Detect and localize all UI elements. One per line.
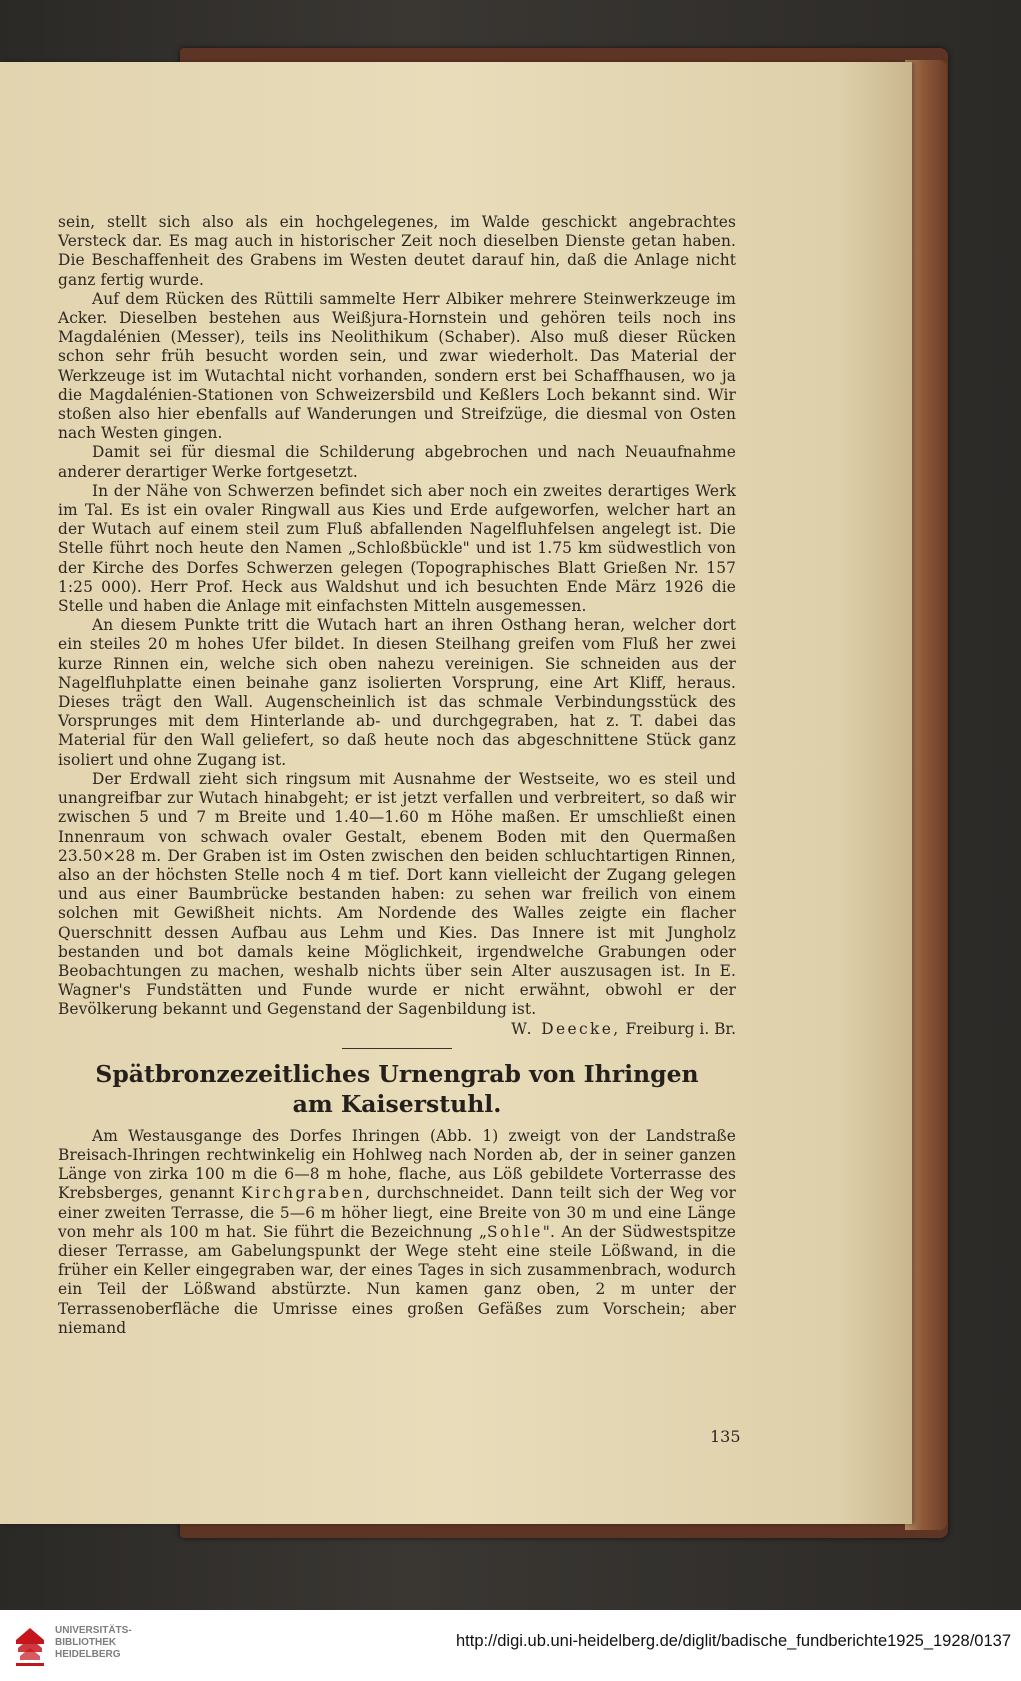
library-name: [55, 1625, 132, 1661]
article-title: [58, 1059, 736, 1119]
university-library-logo-icon: [12, 1620, 48, 1670]
page-number: 135: [710, 1427, 741, 1446]
library-name-line2: BIBLIOTHEK: [55, 1637, 117, 1648]
book-page: [0, 62, 912, 1524]
article-title-line2: am Kaiserstuhl.: [292, 1089, 502, 1118]
library-name-line1: UNIVERSITÄTS-: [55, 1625, 132, 1636]
paragraph: An diesem Punkte tritt die Wutach hart an ihren Osthang heran, welcher dort ein steiles 20 m hohes Ufer bildet. In diesen Steilhang greifen vom Fluß her zwei kurze Rinnen ein, welche sich oben nahezu vereinigen. Sie schneiden aus der Nagelfluhplatte einen beinahe ganz isolierten Vorsprung, eine Art Kliff, heraus. Dieses trägt den Wall. Augenscheinlich ist das schmale Verbindungsstück des Vorsprunges mit dem Hinterlande ab- und durchgegraben, hat z. T. dabei das Material für den Wall geliefert, so daß heute noch das abgeschnittene Stück ganz isoliert und ohne Zugang ist.: [58, 616, 736, 769]
text-run: ". An der Südwestspitze dieser Terrasse, am Gabelungspunkt der Wege steht eine steile Lößwand, in die früher ein Keller eingegraben war, der eines Tages in sich zusammenbrach, wodurch ein Teil der Lößwand abstürzte. Nun kamen ganz oben, 2 m unter der Terrassenoberfläche die Umrisse eines großen Gefäßes zum Vorschein; aber niemand: [58, 1222, 736, 1337]
text-run: Am Westausgange des Dorfes Ihringen (Abb. 1) zweigt von der Landstraße Breisach-Ihringen rechtwinkelig ein Hohlweg nach Norden ab, der in seiner ganzen Länge von zirka 100 m die 6—8 m hohe, flache, aus Löß gebildete Vorterrasse des Krebsberges, genannt: [58, 1126, 736, 1203]
paragraph: Auf dem Rücken des Rüttili sammelte Herr Albiker mehrere Steinwerkzeuge im Acker. Dieselben bestehen aus Weißjura-Hornstein und gehören teils noch ins Magdalénien (Messer), teils ins Neolithikum (Schaber). Also muß dieser Rücken schon sehr früh besucht worden sein, und zwar wiederholt. Das Material der Werkzeuge ist im Wutachtal nicht vorhanden, sondern erst bei Schaffhausen, wo ja die Magdalénien-Stationen von Schweizersbild und Keßlers Loch bekannt sind. Wir stoßen also hier ebenfalls auf Wanderungen und Streifzüge, die diesmal von Osten nach Westen gingen.: [58, 289, 736, 443]
paragraph: [58, 1127, 736, 1338]
article-title-line1: Spätbronzezeitliches Urnengrab von Ihringen: [95, 1059, 699, 1088]
author-signature: [58, 1020, 736, 1039]
library-name-line3: HEIDELBERG: [55, 1649, 121, 1660]
text-run: , durchschneidet. Dann teilt sich der Weg vor einer zweiten Terrasse, die 5—6 m höher liegt, eine Breite von 30 m und eine Länge von mehr als 100 m hat. Sie führt die Bezeichnung „: [58, 1184, 737, 1241]
paragraph: In der Nähe von Schwerzen befindet sich aber noch ein zweites derartiges Werk im Tal. Es ist ein ovaler Ringwall aus Kies und Erde aufgeworfen, welcher hart an der Wutach auf einem steil zum Fluß abfallenden Nagelfluhfelsen angelegt ist. Die Stelle führt noch heute den Namen „Schloßbückle" und ist 1.75 km südwestlich von der Kirche des Dorfes Schwerzen gelegen (Topographisches Blatt Grießen Nr. 157 1:25 000). Herr Prof. Heck aus Waldshut und ich besuchten Ende März 1926 die Stelle und haben die Anlage mit einfachsten Mitteln ausgemessen.: [58, 481, 736, 616]
page-text: [58, 213, 736, 1338]
paragraph: sein, stellt sich also als ein hochgelegenes, im Walde geschickt angebrachtes Versteck dar. Es mag auch in historischer Zeit noch dieselben Dienste getan haben. Die Beschaffenheit des Grabens im Westen deutet darauf hin, daß die Anlage nicht ganz fertig wurde.: [58, 213, 736, 289]
section-divider: [342, 1048, 452, 1049]
paragraph: Der Erdwall zieht sich ringsum mit Ausnahme der Westseite, wo es steil und unangreifbar zur Wutach hinabgeht; er ist jetzt verfallen und verbreitert, so daß wir zwischen 5 und 7 m Breite und 1.40—1.60 m Höhe maßen. Er umschließt einen Innenraum von schwach ovaler Gestalt, ebenem Boden mit den Quermaßen 23.50×28 m. Der Graben ist im Osten zwischen den beiden schluchtartigen Rinnen, also an der höchsten Stelle noch 4 m tief. Dort kann vielleicht der Zugang gelegen und aus einer Baumbrücke bestanden haben: zu sehen war freilich von einem solchen mit Gewißheit nichts. Am Nordende des Walles zeigte ein flacher Querschnitt dessen Aufbau aus Lehm und Kies. Das Innere ist mit Jungholz bestanden und bot damals keine Möglichkeit, irgendwelche Grabungen oder Beobachtungen zu machen, weshalb nichts über sein Alter auszusagen ist. In E. Wagner's Fundstätten und Funde wurde er nicht erwähnt, obwohl er der Bevölkerung bekannt und Gegenstand der Sagenbildung ist.: [58, 769, 736, 1019]
spaced-term-sohle: Sohle: [487, 1222, 543, 1241]
spaced-term-kirchgraben: Kirchgraben: [241, 1184, 366, 1203]
viewer-footer: [0, 1610, 1021, 1681]
paragraph: Damit sei für diesmal die Schilderung abgebrochen und nach Neuaufnahme anderer derartiger Werke fortgesetzt.: [58, 443, 736, 481]
source-url-link[interactable]: http://digi.ub.uni-heidelberg.de/diglit/badische_fundberichte1925_1928/0137: [455, 1632, 1011, 1650]
author-place: Freiburg i. Br.: [625, 1019, 736, 1038]
author-name: W. Deecke,: [511, 1019, 621, 1038]
